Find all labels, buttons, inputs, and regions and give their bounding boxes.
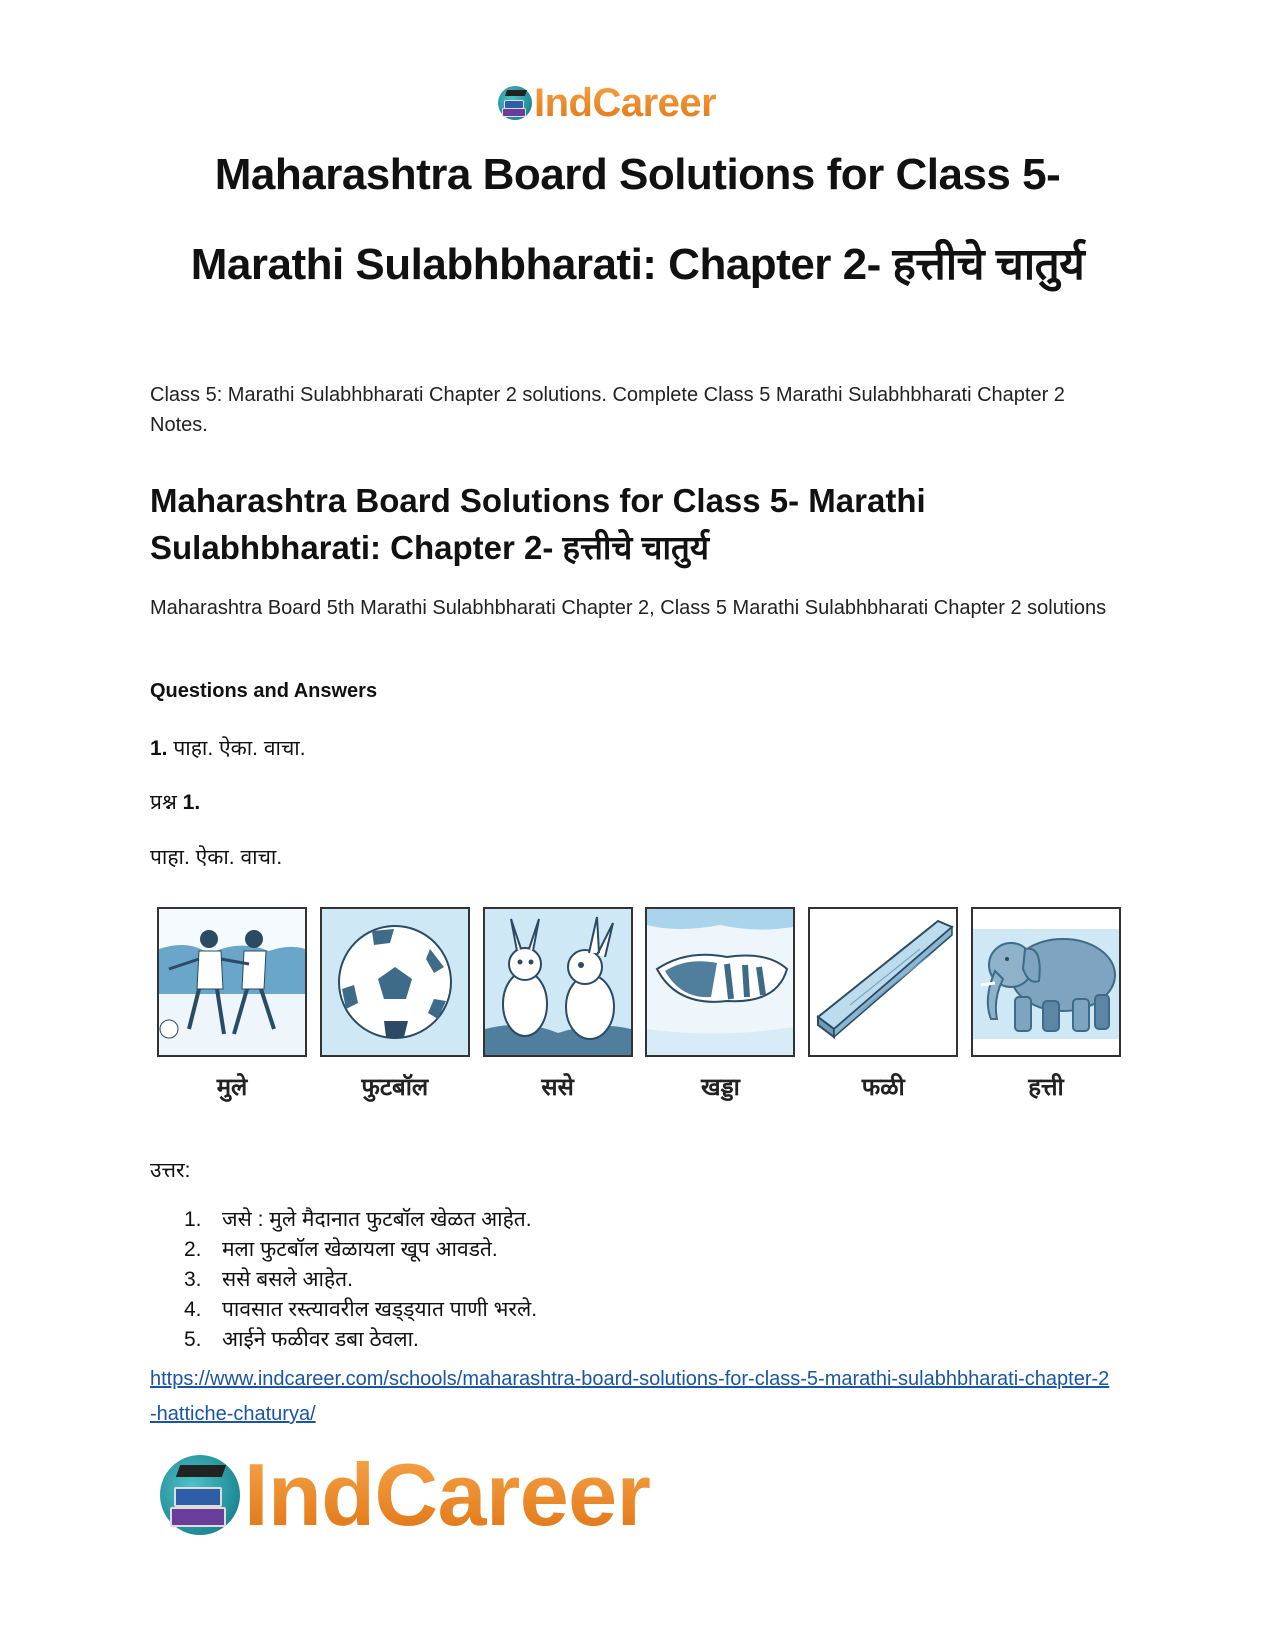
- exercise-number: 1.: [150, 737, 168, 760]
- pit-image: [645, 907, 795, 1057]
- picture-label: ससे: [541, 1074, 574, 1101]
- answer-label: उत्तर:: [150, 1159, 191, 1182]
- answer-item: 2. मला फुटबॉल खेळायला खूप आवडते.: [184, 1238, 498, 1261]
- exercise-text: पाहा. ऐका. वाचा.: [173, 737, 306, 760]
- intro-paragraph: Class 5: Marathi Sulabhbharati Chapter 2 solutions. Complete Class 5 Marathi Sulabhbharati Chapter 2 Notes.: [150, 384, 1065, 436]
- elephant-image: [971, 907, 1121, 1057]
- page-title-line-2: Marathi Sulabhbharati: Chapter 2- हत्तीचे चातुर्य: [190, 240, 1085, 289]
- picture-label: खड्डा: [700, 1074, 740, 1101]
- answer-item: 3. ससे बसले आहेत.: [184, 1268, 353, 1291]
- answer-item: 5. आईने फळीवर डबा ठेवला.: [184, 1328, 419, 1351]
- logo-wordmark: IndCareer: [244, 1445, 651, 1544]
- picture-label: मुले: [216, 1074, 248, 1101]
- rabbits-image: [483, 907, 633, 1057]
- answer-list: [184, 1205, 537, 1355]
- section-heading: Maharashtra Board Solutions for Class 5- Marathi Sulabhbharati: Chapter 2- हत्तीचे चातुर्य: [150, 482, 926, 566]
- source-link[interactable]: https://www.indcareer.com/schools/maharashtra-board-solutions-for-class-5-marathi-sulabhbharati-chapter-2-hattiche-chaturya/: [150, 1368, 1110, 1425]
- qa-heading: Questions and Answers: [150, 680, 378, 702]
- logo-wordmark: IndCareer: [534, 81, 717, 125]
- picture-strip: [157, 907, 1121, 1059]
- question-text: पाहा. ऐका. वाचा.: [150, 846, 283, 869]
- question-word: प्रश्न: [150, 791, 177, 814]
- picture-label: हत्ती: [1028, 1074, 1064, 1101]
- graduation-books-icon: [498, 86, 532, 120]
- exercise-item: [150, 734, 306, 762]
- indcareer-logo-bottom: [160, 1445, 651, 1544]
- football-image: [320, 907, 470, 1057]
- page-title-line-1: Maharashtra Board Solutions for Class 5-: [214, 150, 1061, 199]
- children-playing-image: [157, 907, 307, 1057]
- question-label: [150, 788, 200, 816]
- section-subtitle: Maharashtra Board 5th Marathi Sulabhbharati Chapter 2, Class 5 Marathi Sulabhbharati Chapter 2 solutions: [150, 597, 1107, 619]
- picture-labels: [157, 1070, 1121, 1103]
- indcareer-logo-top: [498, 80, 716, 126]
- answer-item: 4. पावसात रस्त्यावरील खड्ड्यात पाणी भरले.: [184, 1298, 538, 1321]
- picture-label: फुटबॉल: [361, 1074, 429, 1101]
- plank-image: [808, 907, 958, 1057]
- question-number: 1.: [182, 791, 201, 814]
- graduation-books-icon: [160, 1455, 240, 1535]
- answer-item: 1. जसे : मुले मैदानात फुटबॉल खेळत आहेत.: [184, 1208, 532, 1231]
- picture-label: फळी: [861, 1074, 905, 1101]
